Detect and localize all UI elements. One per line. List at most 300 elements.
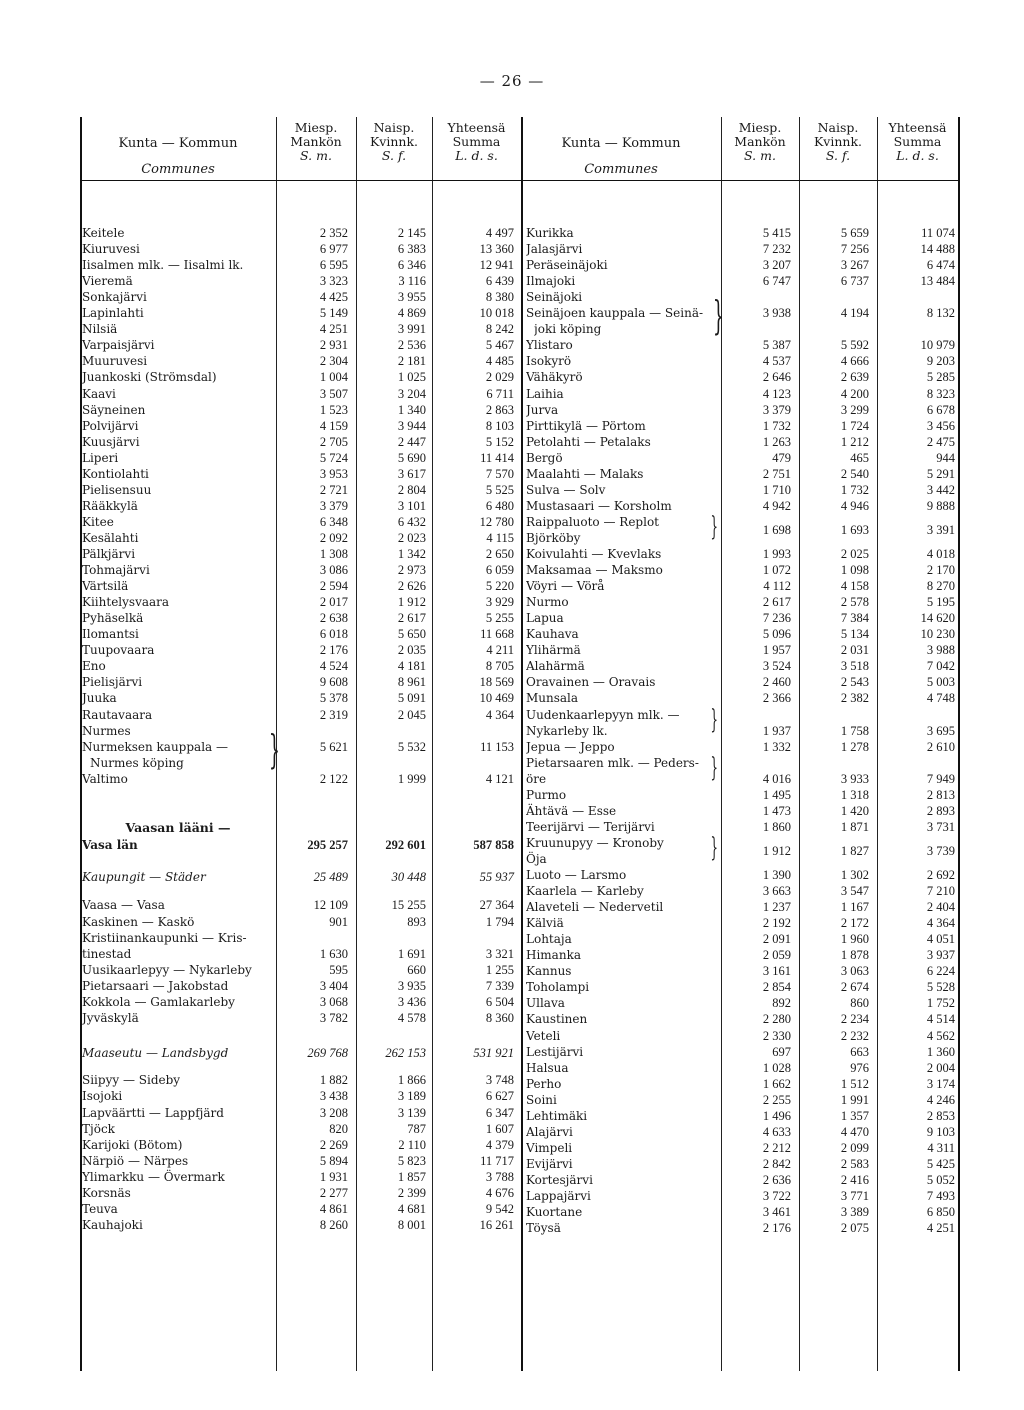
male-count: 3 086 — [319, 563, 348, 578]
female-count: 3 991 — [397, 322, 426, 337]
total-count: 8 103 — [485, 418, 514, 433]
commune-name: Ullava — [526, 996, 565, 1011]
female-count: 2 025 — [840, 547, 869, 561]
total-count: 3 731 — [926, 819, 955, 834]
table-row — [80, 321, 958, 337]
female-count: 4 158 — [840, 579, 869, 594]
female-count: 2 583 — [840, 1156, 869, 1171]
male-count: 2 646 — [762, 370, 791, 385]
header-naisp-right: Naisp. Kvinnk. S. f. — [813, 120, 863, 163]
total-count: 4 364 — [485, 707, 514, 722]
female-count: 8 001 — [397, 1217, 426, 1232]
commune-name: Tohmajärvi — [82, 563, 150, 578]
total-count: 1 752 — [926, 996, 955, 1011]
total-count: 2 692 — [926, 868, 955, 882]
commune-name: Ylihärmä — [526, 643, 581, 658]
commune-name: Lapua — [526, 611, 564, 626]
female-count: 4 666 — [840, 354, 869, 369]
total-count: 2 853 — [926, 1108, 955, 1123]
total-count: 6 474 — [926, 258, 955, 273]
total-count: 6 504 — [485, 994, 514, 1009]
female-count: 1 302 — [840, 868, 869, 882]
male-count: 2 721 — [319, 482, 348, 497]
male-count: 1 390 — [762, 868, 791, 882]
male-count: 5 415 — [762, 226, 791, 240]
female-count: 3 389 — [840, 1205, 869, 1220]
commune-name: Närpiö — Närpes — [82, 1153, 189, 1168]
female-count: 1 512 — [840, 1076, 869, 1091]
total-count: 2 650 — [485, 547, 514, 561]
male-count: 295 257 — [307, 837, 348, 852]
table-row — [80, 434, 958, 450]
commune-name: Kristiinankaupunki — Kris- — [82, 930, 247, 945]
commune-name: Oravainen — Oravais — [526, 675, 656, 690]
commune-name: Pietarsaaren mlk. — Peders- — [526, 755, 699, 770]
male-count: 697 — [772, 1044, 791, 1059]
female-count: 893 — [407, 914, 426, 929]
male-count: 269 768 — [307, 1046, 348, 1061]
female-count: 1 866 — [397, 1073, 426, 1088]
commune-name: Vaasa — Vasa — [82, 898, 165, 913]
commune-name: Jyväskylä — [82, 1010, 139, 1025]
table-row — [80, 803, 958, 819]
female-count: 1 278 — [840, 739, 869, 754]
female-count: 2 172 — [840, 916, 869, 931]
commune-name: Töysä — [526, 1221, 561, 1236]
female-count: 2 181 — [397, 354, 426, 369]
commune-name: Kiuruvesi — [82, 242, 140, 257]
table-row — [80, 899, 958, 915]
male-count: 3 379 — [762, 402, 791, 417]
male-count: 1 662 — [762, 1076, 791, 1091]
male-count: 820 — [329, 1121, 348, 1136]
total-count: 5 525 — [485, 482, 514, 497]
total-count: 2 893 — [926, 803, 955, 818]
commune-name: Keitele — [82, 226, 125, 240]
commune-name: Pietarsaari — Jakobstad — [82, 978, 229, 993]
total-count: 4 121 — [485, 771, 514, 786]
table-row — [80, 931, 958, 947]
female-count: 5 690 — [397, 450, 426, 465]
total-count: 3 456 — [926, 418, 955, 433]
male-count: 2 304 — [319, 354, 348, 369]
male-count: 4 112 — [763, 579, 791, 594]
commune-name: Juuka — [82, 691, 117, 706]
male-count: 2 366 — [762, 691, 791, 706]
male-count: 2 854 — [762, 980, 791, 995]
total-count: 3 321 — [485, 946, 514, 961]
male-count: 7 236 — [762, 611, 791, 626]
male-count: 7 232 — [762, 242, 791, 257]
brace-glyph: } — [710, 752, 718, 783]
total-count: 5 152 — [485, 434, 514, 449]
header-yhteensa-right: Yhteensä Summa L. d. s. — [888, 120, 947, 163]
total-count: 4 497 — [485, 226, 514, 240]
table-row — [80, 1076, 958, 1092]
total-count: 10 979 — [920, 338, 955, 353]
table-row — [80, 610, 958, 626]
male-count: 2 255 — [762, 1092, 791, 1107]
male-count: 2 594 — [319, 579, 348, 594]
total-count: 4 115 — [486, 530, 514, 545]
female-count: 1 878 — [840, 948, 869, 963]
commune-name: Himanka — [526, 948, 581, 963]
table-row — [80, 690, 958, 706]
female-count: 3 547 — [840, 884, 869, 899]
female-count: 1 857 — [397, 1169, 426, 1184]
commune-name: Kuortane — [526, 1205, 583, 1220]
male-count: 4 524 — [319, 659, 348, 674]
commune-name: Kitee — [82, 514, 114, 529]
male-count: 3 323 — [319, 274, 348, 289]
commune-name: Eno — [82, 659, 106, 674]
female-count: 1 357 — [840, 1108, 869, 1123]
commune-name: Raippaluoto — Replot — [526, 514, 659, 529]
table-row — [80, 562, 958, 578]
commune-name: Muuruvesi — [82, 354, 148, 369]
total-count: 7 042 — [926, 659, 955, 674]
total-count: 5 285 — [926, 370, 955, 385]
total-count: 13 360 — [479, 242, 514, 257]
commune-name: Uudenkaarlepyyn mlk. — — [526, 707, 680, 722]
male-count: 479 — [772, 450, 791, 465]
female-count: 3 299 — [840, 402, 869, 417]
female-count: 8 961 — [397, 675, 426, 690]
total-count: 9 888 — [926, 498, 955, 513]
commune-name: Jurva — [526, 402, 559, 417]
commune-name: joki köping — [534, 322, 602, 337]
commune-name: Lestijärvi — [526, 1044, 584, 1059]
commune-name: Öja — [526, 851, 547, 866]
male-count: 5 378 — [319, 691, 348, 706]
table-row — [80, 1044, 958, 1060]
male-count: 595 — [329, 962, 348, 977]
total-count: 8 360 — [485, 1010, 514, 1025]
male-count: 3 782 — [319, 1010, 348, 1025]
table-row — [80, 578, 958, 594]
male-count: 5 724 — [319, 450, 348, 465]
commune-name: Purmo — [526, 787, 567, 802]
female-count: 1 999 — [397, 771, 426, 786]
total-count: 6 347 — [485, 1105, 514, 1120]
commune-name: Varpaisjärvi — [82, 338, 155, 353]
commune-name: Kaskinen — Kaskö — [82, 914, 195, 929]
total-count: 3 788 — [485, 1169, 514, 1184]
total-count: 9 103 — [926, 1124, 955, 1139]
female-count: 3 139 — [397, 1105, 426, 1120]
male-count: 2 842 — [762, 1156, 791, 1171]
commune-name: Juankoski (Strömsdal) — [82, 370, 217, 385]
female-count: 7 384 — [840, 611, 869, 626]
total-count: 3 391 — [926, 522, 955, 537]
total-count: 4 246 — [926, 1092, 955, 1107]
female-count: 4 681 — [397, 1201, 426, 1216]
total-count: 6 059 — [485, 563, 514, 578]
total-count: 8 132 — [926, 306, 955, 321]
total-count: 2 813 — [926, 787, 955, 802]
male-count: 1 332 — [762, 739, 791, 754]
male-count: 5 387 — [762, 338, 791, 353]
male-count: 3 953 — [319, 466, 348, 481]
total-count: 7 493 — [926, 1189, 955, 1203]
total-count: 9 542 — [485, 1201, 514, 1216]
female-count: 660 — [407, 962, 426, 977]
male-count: 2 176 — [762, 1221, 791, 1236]
total-count: 3 988 — [926, 643, 955, 658]
table-row — [80, 755, 958, 771]
commune-name: Luoto — Larsmo — [526, 868, 627, 882]
male-count: 1 308 — [319, 547, 348, 561]
female-count: 4 946 — [840, 498, 869, 513]
male-count: 2 192 — [762, 916, 791, 931]
female-count: 4 194 — [840, 306, 869, 321]
female-count: 3 518 — [840, 659, 869, 674]
commune-name: Teerijärvi — Terijärvi — [526, 819, 655, 834]
male-count: 1 931 — [319, 1169, 348, 1184]
commune-name: Lappajärvi — [526, 1189, 591, 1203]
male-count: 901 — [329, 914, 348, 929]
male-count: 2 277 — [319, 1185, 348, 1200]
male-count: 1 860 — [762, 819, 791, 834]
female-count: 5 091 — [397, 691, 426, 706]
male-count: 1 732 — [762, 418, 791, 433]
male-count: 4 861 — [319, 1201, 348, 1216]
total-count: 4 051 — [926, 932, 955, 947]
total-count: 5 467 — [485, 338, 514, 353]
commune-name: Kesälahti — [82, 530, 139, 545]
male-count: 3 207 — [762, 258, 791, 273]
male-count: 2 330 — [762, 1028, 791, 1043]
commune-name: Maaseutu — Landsbygd — [82, 1046, 229, 1061]
female-count: 1 098 — [840, 563, 869, 578]
commune-name: Veteli — [526, 1028, 561, 1043]
total-count: 2 170 — [926, 563, 955, 578]
male-count: 2 751 — [762, 466, 791, 481]
commune-name: Iisalmen mlk. — Iisalmi lk. — [82, 258, 244, 273]
table-row — [80, 1028, 958, 1044]
total-count: 2 863 — [485, 402, 514, 417]
commune-name: Vimpeli — [526, 1140, 573, 1155]
female-count: 5 592 — [840, 338, 869, 353]
female-count: 1 758 — [840, 723, 869, 738]
total-count: 2 610 — [926, 739, 955, 754]
total-count: 944 — [936, 450, 955, 465]
female-count: 3 101 — [397, 498, 426, 513]
total-count: 5 528 — [926, 980, 955, 995]
male-count: 1 523 — [319, 402, 348, 417]
female-count: 2 075 — [840, 1221, 869, 1236]
total-count: 4 311 — [927, 1140, 955, 1155]
commune-name: Seinäjoki — [526, 290, 583, 305]
total-count: 4 211 — [486, 643, 514, 658]
male-count: 3 208 — [319, 1105, 348, 1120]
table-row — [80, 402, 958, 418]
total-count: 1 255 — [485, 962, 514, 977]
male-count: 8 260 — [319, 1217, 348, 1232]
table-row — [80, 418, 958, 434]
commune-name: Sonkajärvi — [82, 290, 147, 305]
commune-name: Ähtävä — Esse — [526, 803, 617, 818]
total-count: 5 220 — [485, 579, 514, 594]
commune-name: Kauhava — [526, 627, 579, 642]
commune-name: Nilsiä — [82, 322, 118, 337]
table-row — [80, 915, 958, 931]
commune-name: Värtsilä — [82, 579, 129, 594]
male-count: 3 663 — [762, 884, 791, 899]
female-count: 3 267 — [840, 258, 869, 273]
header-miesp-left: Miesp. Mankön S. m. — [290, 120, 342, 163]
commune-name: Kauhajoki — [82, 1217, 143, 1232]
commune-name: Teuva — [82, 1201, 118, 1216]
female-count: 1 693 — [840, 522, 869, 537]
male-count: 3 507 — [319, 386, 348, 401]
total-count: 2 404 — [926, 900, 955, 915]
commune-name: Rautavaara — [82, 707, 153, 722]
female-count: 860 — [850, 996, 869, 1011]
male-count: 4 159 — [319, 418, 348, 433]
female-count: 1 827 — [840, 843, 869, 858]
statistics-table — [80, 117, 960, 1371]
total-count: 5 255 — [485, 611, 514, 626]
female-count: 2 626 — [397, 579, 426, 594]
female-count: 4 470 — [840, 1124, 869, 1139]
commune-name: Seinäjoen kauppala — Seinä- — [526, 306, 704, 321]
total-count: 4 562 — [926, 1028, 955, 1043]
female-count: 5 823 — [397, 1153, 426, 1168]
female-count: 1 732 — [840, 482, 869, 497]
table-row — [80, 707, 958, 723]
total-count: 1 607 — [485, 1121, 514, 1136]
total-count: 5 003 — [926, 675, 955, 690]
total-count: 5 291 — [926, 466, 955, 481]
table-row — [80, 353, 958, 369]
header-naisp-left: Naisp. Kvinnk. S. f. — [369, 120, 419, 163]
male-count: 25 489 — [313, 869, 348, 884]
commune-name: Lapinlahti — [82, 306, 144, 321]
total-count: 2 475 — [926, 434, 955, 449]
male-count: 2 092 — [319, 530, 348, 545]
female-count: 2 035 — [397, 643, 426, 658]
commune-name: Kaavi — [82, 386, 116, 401]
table-row — [80, 369, 958, 385]
commune-name: Uusikaarlepyy — Nykarleby — [82, 962, 252, 977]
commune-name: Siipyy — Sideby — [82, 1073, 181, 1088]
male-count: 1 993 — [762, 547, 791, 561]
commune-name: Nykarleby lk. — [526, 723, 608, 738]
female-count: 5 659 — [840, 226, 869, 240]
male-count: 1 937 — [762, 723, 791, 738]
commune-name: Halsua — [526, 1060, 569, 1075]
commune-name: Bergö — [526, 450, 563, 465]
commune-name: Kälviä — [526, 916, 564, 931]
table-row — [80, 674, 958, 690]
female-count: 2 145 — [397, 226, 426, 240]
commune-name: Sulva — Solv — [526, 482, 606, 497]
female-count: 2 536 — [397, 338, 426, 353]
table-row — [80, 273, 958, 289]
table-row — [80, 963, 958, 979]
male-count: 2 460 — [762, 675, 791, 690]
female-count: 7 256 — [840, 242, 869, 257]
female-count: 1 724 — [840, 418, 869, 433]
female-count: 1 420 — [840, 803, 869, 818]
table-row — [80, 337, 958, 353]
table-row — [80, 658, 958, 674]
male-count: 5 621 — [319, 739, 348, 754]
commune-name: Perho — [526, 1076, 562, 1091]
header-kunta-right: Kunta — Kommun Communes — [561, 136, 681, 177]
commune-name: Ilmajoki — [526, 274, 576, 289]
total-count: 4 379 — [485, 1137, 514, 1152]
table-row — [80, 883, 958, 899]
female-count: 3 116 — [398, 274, 426, 289]
brace-glyph: } — [710, 704, 718, 735]
total-count: 7 210 — [926, 884, 955, 899]
brace-glyph: } — [712, 294, 725, 340]
female-count: 6 737 — [840, 274, 869, 289]
table-row — [80, 995, 958, 1011]
female-count: 3 063 — [840, 964, 869, 979]
male-count: 3 404 — [319, 978, 348, 993]
female-count: 4 578 — [397, 1010, 426, 1025]
commune-name: Laihia — [526, 386, 564, 401]
table-row — [80, 1124, 958, 1140]
commune-name: Rääkkylä — [82, 498, 138, 513]
female-count: 1 340 — [397, 402, 426, 417]
table-row — [80, 498, 958, 514]
male-count: 1 004 — [319, 370, 348, 385]
commune-name: Pielisjärvi — [82, 675, 143, 690]
male-count: 4 537 — [762, 354, 791, 369]
total-count: 18 569 — [479, 675, 514, 690]
commune-name: Liperi — [82, 450, 119, 465]
total-count: 5 052 — [926, 1172, 955, 1187]
commune-name: Evijärvi — [526, 1156, 573, 1171]
commune-name: Nurmes — [82, 723, 131, 738]
total-count: 12 780 — [479, 514, 514, 529]
commune-name: Nurmeksen kauppala — — [82, 739, 228, 754]
female-count: 3 617 — [397, 466, 426, 481]
table-row — [80, 626, 958, 642]
total-count: 13 484 — [920, 274, 955, 289]
male-count: 1 957 — [762, 643, 791, 658]
table-row — [80, 819, 958, 835]
table-row — [80, 289, 958, 305]
female-count: 3 436 — [397, 994, 426, 1009]
commune-name: Kontiolahti — [82, 466, 149, 481]
commune-name: Kurikka — [526, 226, 574, 240]
male-count: 3 161 — [762, 964, 791, 979]
table-row — [80, 947, 958, 963]
female-count: 1 025 — [397, 370, 426, 385]
female-count: 1 960 — [840, 932, 869, 947]
total-count: 4 364 — [926, 916, 955, 931]
table-row — [80, 787, 958, 803]
commune-name: Toholampi — [526, 980, 590, 995]
male-count: 9 608 — [319, 675, 348, 690]
table-row — [80, 1060, 958, 1076]
total-count: 3 695 — [926, 723, 955, 738]
commune-name: Nurmes köping — [90, 755, 184, 770]
male-count: 12 109 — [313, 898, 348, 913]
commune-name: Vasa län — [82, 837, 138, 852]
female-count: 2 382 — [840, 691, 869, 706]
total-count: 3 739 — [926, 843, 955, 858]
commune-name: Valtimo — [82, 771, 128, 786]
female-count: 3 933 — [840, 771, 869, 786]
header-miesp-right: Miesp. Mankön S. m. — [734, 120, 786, 163]
total-count: 55 937 — [479, 869, 514, 884]
